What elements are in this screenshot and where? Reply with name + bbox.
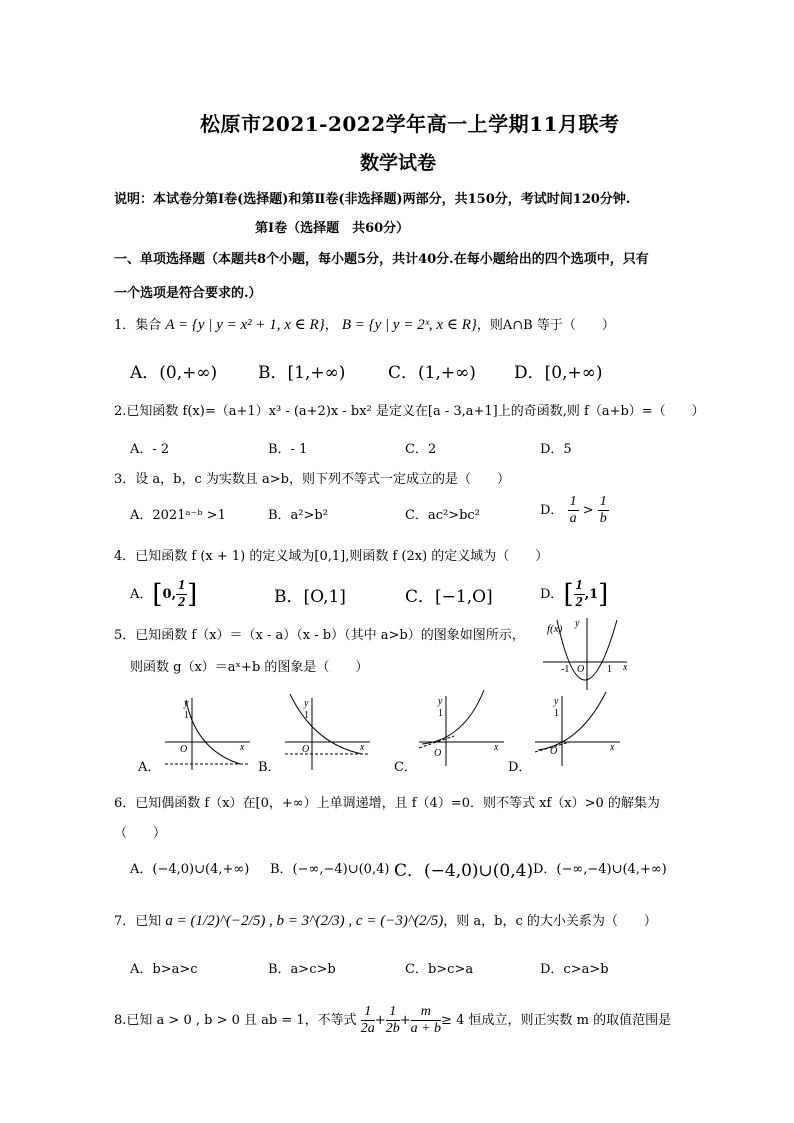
- q8-f1-num: 1: [361, 1004, 375, 1021]
- q2-option-b: B．- 1: [268, 442, 308, 457]
- part1-heading: 第Ⅰ卷（选择题 共60分）: [255, 221, 410, 236]
- q5-graph-a: [160, 690, 260, 772]
- q4-stem: 4．已知函数 f (x + 1) 的定义域为[0,1],则函数 f (2x) 的定义域为（ ）: [114, 549, 549, 564]
- exam-note: 说明：本试卷分第Ⅰ卷(选择题)和第Ⅱ卷(非选择题)两部分，共150分，考试时间120分钟.: [114, 192, 631, 207]
- q8-f2-den: 2b: [385, 1021, 400, 1036]
- q5-fx-origin-label: O: [577, 664, 585, 675]
- q8-fraction-2: [386, 1004, 400, 1037]
- q4-option-d-label: D．: [540, 587, 564, 602]
- q6-option-d: D．(−∞,−4)∪(4,+∞): [533, 862, 667, 877]
- q8-stem: 8.已知 a > 0 , b > 0 且 ab = 1，不等式 $\frac{1}{2a}$ + $\frac{1}{2b}$ + $\frac{m}{a + b}$ ≥ 4 恒成立，则正实数 m 的取值范围是: [114, 1004, 672, 1036]
- q7-stem-post: ，则 a，b，c 的大小关系为（ ）: [443, 914, 657, 929]
- q7-expression: a = (1/2)^(−2/5) , b = 3^(2/3) , c = (−3)^(2/5): [165, 913, 444, 929]
- q5-stem-line2: 则函数 g（x）＝aˣ+b 的图象是（ ）: [130, 660, 369, 675]
- q7-option-d: D．c>a>b: [540, 962, 609, 977]
- q5-graph-d-y-label: y: [554, 696, 559, 707]
- q6-stem-line1: 6．已知偶函数 f（x）在[0，+∞）上单调递增，且 f（4）=0．则不等式 xf（x）>0 的解集为: [114, 796, 660, 811]
- q3-stem: 3．设 a，b，c 为实数且 a>b，则下列不等式一定成立的是（ ）: [114, 472, 510, 487]
- q5-graph-c-y-label: y: [438, 696, 443, 707]
- q5-graph-b: [280, 690, 380, 772]
- q5-fx-x-label: x: [623, 662, 628, 673]
- q5-graph-d-curve: [538, 692, 606, 750]
- q4-a-bracket-left: [: [152, 579, 163, 610]
- q5-graph-b-x-label: x: [360, 742, 365, 753]
- q2-stem: 2.已知函数 f(x)=（a+1）x³ - (a+2)x - bx² 是定义在[a - 3,a+1]上的奇函数,则 f（a+b）=（ ）: [114, 404, 705, 419]
- q4-a-left: 0,: [162, 587, 177, 602]
- q3-d-operator: >: [582, 503, 594, 518]
- q5-graph-a-one-label: 1: [184, 710, 189, 721]
- q4-option-d: [540, 578, 608, 611]
- q4-d-num: 1: [575, 578, 583, 593]
- q8-fraction-3: [411, 1004, 441, 1037]
- q5-graph-d-one-label: 1: [554, 708, 559, 719]
- q6-option-c: C．(−4,0)∪(0,4): [394, 861, 534, 881]
- q5-graph-a-x-label: x: [240, 742, 245, 753]
- q4-option-b: B．[O,1]: [274, 587, 346, 607]
- q4-a-num: 1: [178, 578, 186, 593]
- q5-graph-c-x-label: x: [494, 742, 499, 753]
- q7-option-c: C．b>c>a: [405, 962, 474, 977]
- q4-a-fraction: [176, 578, 187, 611]
- q2-option-c: C．2: [405, 442, 437, 457]
- q5-graph-c: [414, 686, 514, 768]
- q4-option-a: [130, 578, 197, 611]
- q5-graph-a-origin: O: [180, 744, 188, 755]
- q2-option-a: A．- 2: [130, 442, 170, 457]
- q3-option-c: C．ac²>bc²: [405, 508, 480, 523]
- q4-a-den: 2: [178, 595, 186, 610]
- q4-d-right: ,1: [584, 587, 599, 602]
- q2-option-d: D．5: [540, 442, 572, 457]
- q5-graph-d-origin: O: [550, 746, 558, 757]
- q1-sep: ，: [324, 318, 338, 333]
- q5-option-a-label: A．: [138, 760, 161, 775]
- q4-d-bracket-left: [: [563, 579, 574, 610]
- q4-d-bracket-right: ]: [598, 579, 609, 610]
- q3-d-left-num: 1: [569, 494, 577, 509]
- q5-fx-label: f(x): [547, 623, 563, 635]
- q3-option-a: A．2021ᵃ⁻ᵇ >1: [130, 508, 226, 523]
- q8-fraction-1: [361, 1004, 375, 1037]
- q1-option-b: B．[1,+∞): [258, 363, 346, 383]
- q4-option-a-label: A．: [130, 587, 153, 602]
- q5-graph-c-origin: O: [434, 748, 442, 759]
- q3-option-b: B．a²>b²: [268, 508, 328, 523]
- q1-num: 1．集合: [114, 318, 162, 333]
- section1-heading-line2: 一个选项是符合要求的.）: [114, 286, 262, 301]
- q3-option-d: [540, 494, 609, 527]
- q1-option-a: A．(0,+∞): [130, 363, 218, 383]
- q5-graph-a-curve: [186, 700, 240, 764]
- q7-option-b: B．a>c>b: [268, 962, 336, 977]
- q5-option-c-label: C．: [394, 760, 417, 775]
- q1-set-a: A = {y | y = x² + 1, x ∈ R}: [165, 317, 325, 333]
- q3-option-d-label: D．: [540, 503, 564, 518]
- section1-heading-line1: 一、单项选择题（本题共8个小题，每小题5分，共计40分.在每小题给出的四个选项中，只有: [114, 252, 649, 267]
- q5-graph-b-one-label: 1: [304, 710, 309, 721]
- q7-option-a: A．b>a>c: [130, 962, 198, 977]
- q5-graph-b-origin: O: [302, 744, 310, 755]
- q8-f1-den: 2a: [360, 1021, 375, 1036]
- q5-fx-neg1-label: -1: [561, 664, 570, 675]
- q3-d-left-fraction: [568, 494, 579, 527]
- q1-tail: ，则A∩B 等于（ ）: [476, 318, 615, 333]
- q5-fx-one-label: 1: [607, 664, 612, 675]
- q4-a-bracket-right: ]: [187, 579, 198, 610]
- q6-option-b: B．(−∞,−4)∪(0,4): [270, 862, 390, 877]
- q6-stem-line2: （ ）: [114, 826, 167, 841]
- q4-d-fraction: [574, 578, 585, 611]
- q5-option-d-label: D．: [508, 760, 532, 775]
- q1-option-c: C．(1,+∞): [388, 363, 476, 383]
- q1-set-b: B = {y | y = 2ˣ, x ∈ R}: [341, 317, 477, 333]
- q5-fx-y-label: y: [575, 618, 580, 629]
- q8-f3-den: a + b: [410, 1021, 442, 1036]
- q5-graph-b-curve: [290, 694, 362, 754]
- q8-f2-num: 1: [386, 1004, 400, 1021]
- q3-d-left-den: a: [569, 511, 577, 526]
- q5-graph-d: [530, 686, 630, 768]
- q5-graph-c-one-label: 1: [438, 708, 443, 719]
- q7-stem: [114, 910, 657, 930]
- q7-stem-pre: 7．已知: [114, 914, 162, 929]
- q4-d-den: 2: [575, 595, 583, 610]
- q5-graph-b-y-label: y: [304, 698, 309, 709]
- q3-d-right-fraction: [598, 494, 609, 527]
- exam-subject: 数学试卷: [360, 152, 437, 174]
- q8-stem-pre: 8.已知 a > 0 , b > 0 且 ab = 1，不等式: [114, 1013, 357, 1028]
- q1-stem: [114, 314, 615, 334]
- q5-graph-d-x-label: x: [610, 742, 615, 753]
- q8-stem-post: ≥ 4 恒成立，则正实数 m 的取值范围是: [441, 1013, 672, 1028]
- q5-option-b-label: B．: [258, 760, 281, 775]
- q4-option-c: C．[−1,O]: [405, 587, 493, 607]
- q1-option-d: D．[0,+∞): [514, 363, 603, 383]
- q5-stem-line1: 5．已知函数 f（x）＝（x - a）（x - b）（其中 a>b）的图象如图所示，: [114, 628, 525, 643]
- q6-option-a: A．(−4,0)∪(4,+∞): [130, 862, 250, 877]
- q5-graph-a-y-label: y: [184, 698, 189, 709]
- q3-d-right-num: 1: [599, 494, 607, 509]
- exam-title: 松原市2021-2022学年高一上学期11月联考: [200, 112, 620, 136]
- q5-fx-figure: [535, 610, 635, 692]
- q8-f3-num: m: [411, 1004, 441, 1021]
- q3-d-right-den: b: [599, 511, 607, 526]
